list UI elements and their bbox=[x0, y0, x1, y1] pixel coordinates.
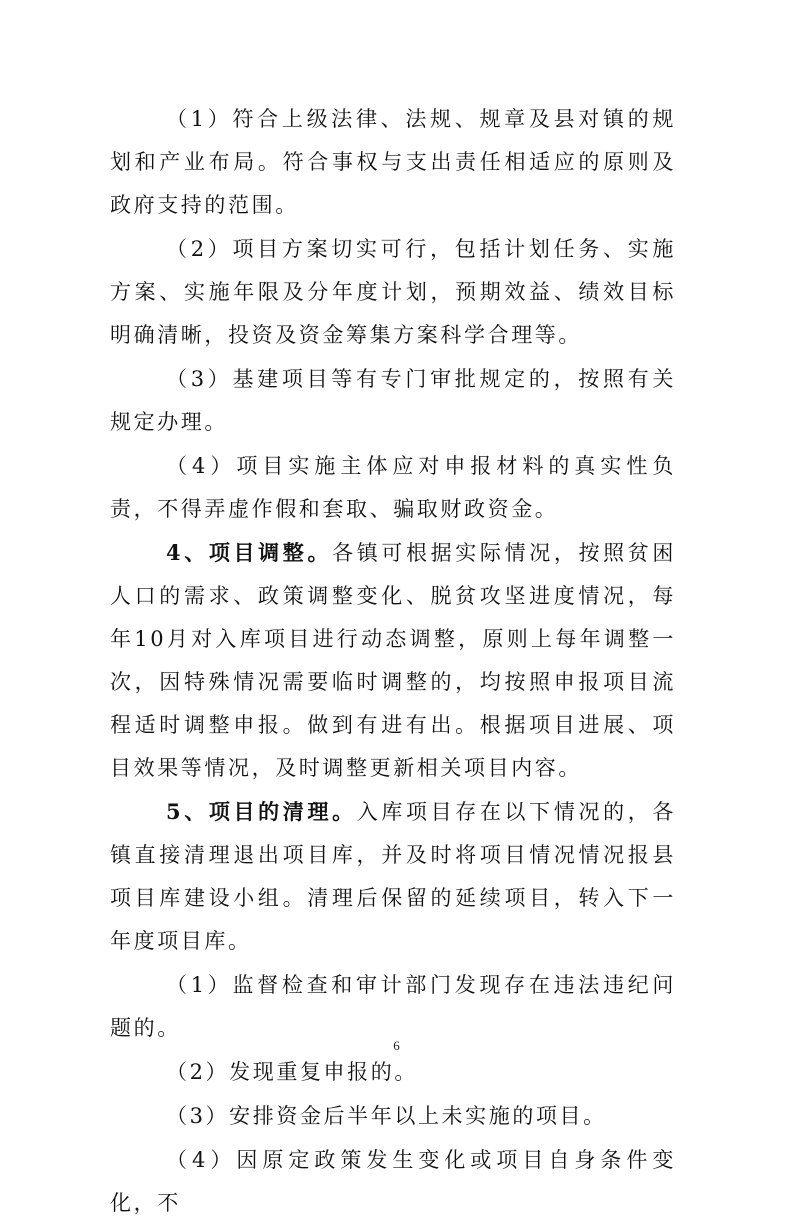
paragraph-cleanup-1 bbox=[110, 963, 676, 1050]
page-number: 6 bbox=[393, 1038, 400, 1053]
paragraph-text: 入库项目存在以下情况的，各镇直接清理退出项目库，并及时将项目情况情况报县项目库建设小组。清理后保留的延续项目，转入下一年度项目库。 bbox=[110, 800, 676, 953]
paragraph-project-cleanup bbox=[110, 790, 676, 963]
paragraph-text: （4）项目实施主体应对申报材料的真实性负责，不得弄虚作假和套取、骗取财政资金。 bbox=[110, 454, 676, 521]
paragraph-cleanup-2 bbox=[110, 1050, 676, 1094]
paragraph-2 bbox=[110, 227, 676, 357]
section-heading-adjustment: 4、项目调整。 bbox=[166, 540, 333, 565]
paragraph-project-adjustment bbox=[110, 531, 676, 790]
paragraph-text: （1）监督检查和审计部门发现存在违法违纪问题的。 bbox=[110, 973, 676, 1040]
paragraph-text: （4）因原定政策发生变化或项目自身条件变化，不 bbox=[110, 1148, 676, 1215]
paragraph-text: 各镇可根据实际情况，按照贫困人口的需求、政策调整变化、脱贫攻坚进度情况，每年10月对入库项目进行动态调整，原则上每年调整一次，因特殊情况需要临时调整的，均按照申报项目流程适时调整申报。做到有进有出。根据项目进展、项目效果等情况，及时调整更新相关项目内容。 bbox=[110, 541, 677, 780]
document-body bbox=[110, 97, 676, 1225]
paragraph-text: （2）项目方案切实可行，包括计划任务、实施方案、实施年限及分年度计划，预期效益、绩效目标明确清晰，投资及资金筹集方案科学合理等。 bbox=[110, 237, 676, 347]
paragraph-cleanup-4 bbox=[110, 1138, 676, 1225]
section-heading-cleanup: 5、项目的清理。 bbox=[166, 799, 357, 824]
paragraph-1 bbox=[110, 97, 676, 227]
paragraph-4 bbox=[110, 444, 676, 531]
paragraph-3 bbox=[110, 357, 676, 444]
paragraph-text: （1）符合上级法律、法规、规章及县对镇的规划和产业布局。符合事权与支出责任相适应的原则及政府支持的范围。 bbox=[110, 107, 676, 217]
paragraph-text: （3）安排资金后半年以上未实施的项目。 bbox=[166, 1104, 607, 1128]
paragraph-cleanup-3 bbox=[110, 1094, 676, 1138]
paragraph-text: （2）发现重复申报的。 bbox=[166, 1060, 418, 1084]
paragraph-text: （3）基建项目等有专门审批规定的，按照有关规定办理。 bbox=[110, 367, 676, 434]
